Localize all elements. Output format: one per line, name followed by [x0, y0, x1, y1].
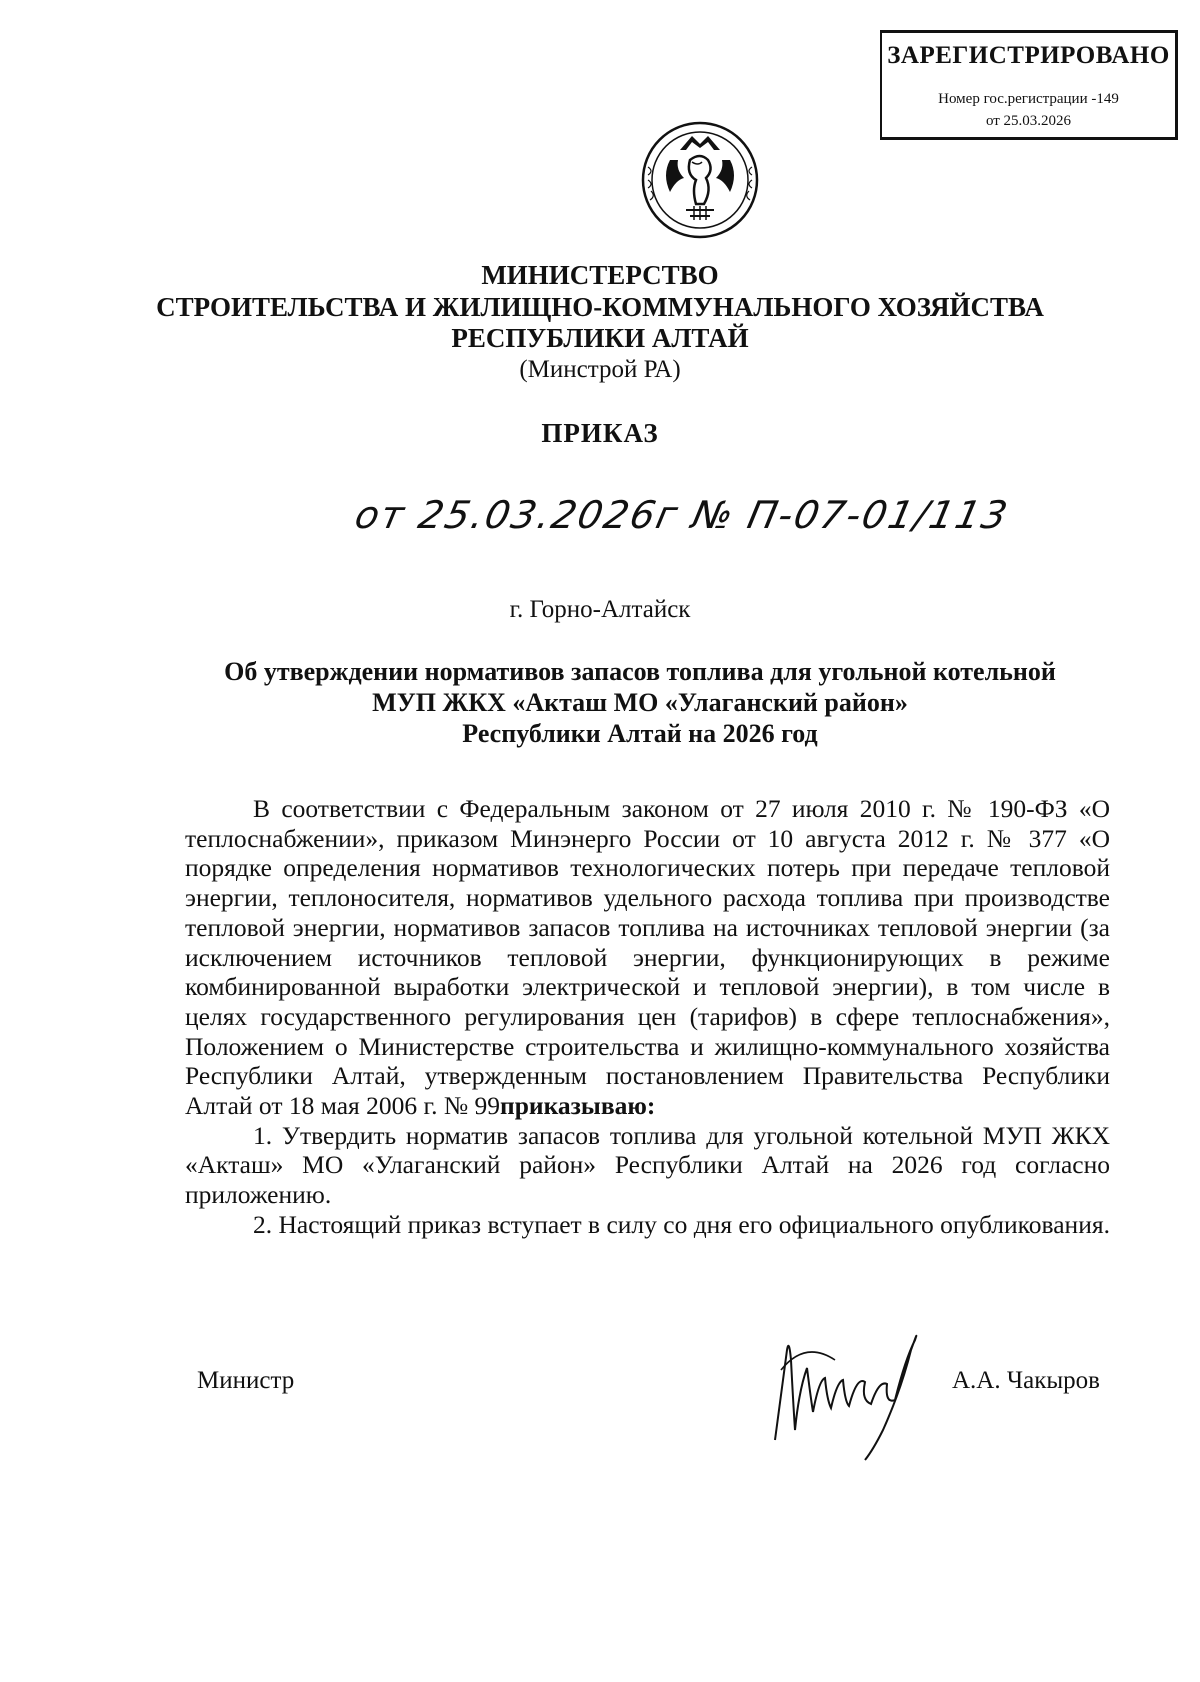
- document-type-title: ПРИКАЗ: [541, 418, 659, 448]
- ministry-abbreviation: (Минстрой РА): [519, 356, 681, 383]
- command-word: приказываю:: [500, 1091, 656, 1121]
- signatory-name: А.А. Чакыров: [952, 1367, 1100, 1394]
- ministry-title-line3: РЕСПУБЛИКИ АЛТАЙ: [451, 323, 749, 353]
- subject-line1: Об утверждении нормативов запасов топлива для угольной котельной: [224, 657, 1056, 686]
- handwritten-date-number-text: от 25.03.2026г № П-07-01/113: [350, 493, 1013, 538]
- subject-line3: Республики Алтай на 2026 год: [462, 719, 818, 748]
- subject-line2: МУП ЖКХ «Акташ МО «Улаганский район»: [372, 688, 908, 717]
- preamble-text: В соответствии с Федеральным законом от 27 июля 2010 г. № 190-ФЗ «О теплоснабжении», приказом Минэнерго России от 10 августа 2012 г. № 377 «О порядке определения нормативов технологических потерь при передаче тепловой энергии, теплоносителя, нормативов удельного расхода топлива при производстве тепловой энергии, нормативов запасов топлива на источниках тепловой энергии (за исключением источников тепловой энергии, функционирующих в режиме комбинированной выработки электрической и тепловой энергии), в том числе в целях государственного регулирования цен (тарифов) в сфере теплоснабжения», Положением о Министерстве строительства и жилищно-коммунального хозяйства Республики Алтай, утвержденным постановлением Правительства Республики Алтай от 18 мая 2006 г. № 99: [185, 794, 1110, 1121]
- order-item-2: 2. Настоящий приказ вступает в силу со дня его официального опубликования.: [253, 1209, 1110, 1239]
- handwritten-signature-icon: [765, 1320, 935, 1460]
- city-line: г. Горно-Алтайск: [509, 596, 691, 623]
- stamp-title: ЗАРЕГИСТРИРОВАНО: [887, 42, 1170, 69]
- order-item-1: 1. Утвердить норматив запасов топлива для угольной котельной МУП ЖКХ «Акташ» МО «Улаганский район» Республики Алтай на 2026 год согласно приложению.: [185, 1120, 1110, 1210]
- signatory-role: Министр: [197, 1367, 295, 1394]
- altai-coat-of-arms-icon: [640, 120, 760, 240]
- ministry-title-line1: МИНИСТЕРСТВО: [481, 260, 719, 290]
- preamble-paragraph: [185, 794, 1110, 1121]
- ministry-title-line2: СТРОИТЕЛЬСТВА И ЖИЛИЩНО-КОММУНАЛЬНОГО ХОЗЯЙСТВА: [156, 292, 1044, 322]
- stamp-registration-number: Номер гос.регистрации -149: [938, 91, 1119, 107]
- handwritten-date-number: [350, 472, 1013, 552]
- stamp-registration-date: от 25.03.2026: [985, 113, 1072, 129]
- registration-stamp: [880, 30, 1178, 140]
- document-body: [185, 794, 1110, 1240]
